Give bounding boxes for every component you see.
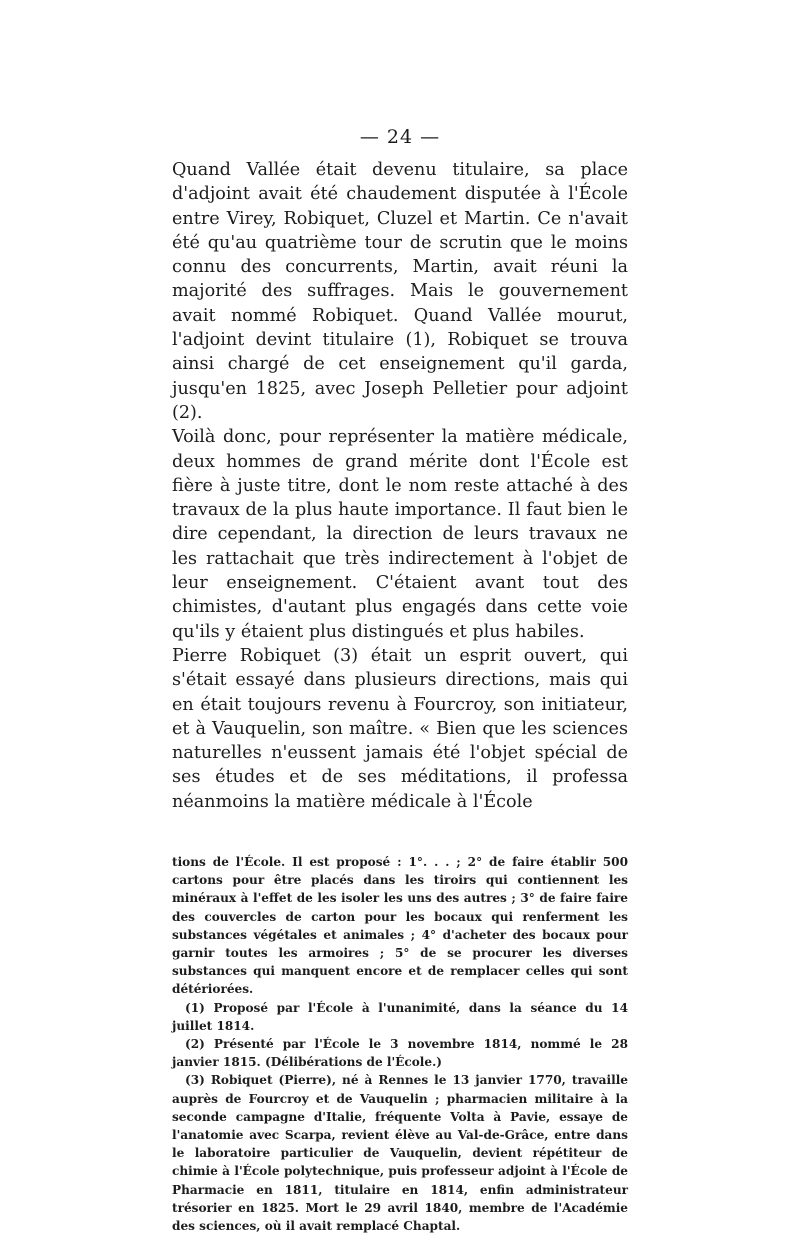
footnote-2: (2) Présenté par l'École le 3 novembre 1814, nommé le 28 janvier 1815. (Délibérations de l'École.) [172,1037,628,1070]
paragraph-3: Pierre Robiquet (3) était un esprit ouvert, qui s'était essayé dans plusieurs directions, mais qui en était toujours revenu à Fourcroy, son initiateur, et à Vauquelin, son maître. « Bien que les sciences naturelles n'eussent jamais été l'objet spécial de ses études et de ses méditations, il professa néanmoins la matière médicale à l'École [172,645,628,812]
page-number: — 24 — [359,126,441,148]
paragraph-1: Quand Vallée était devenu titulaire, sa place d'adjoint avait été chaudement disputée à l'École entre Virey, Robiquet, Cluzel et Martin. Ce n'avait été qu'au quatrième tour de scrutin que le moins connu des concurrents, Martin, avait réuni la majorité des suffrages. Mais le gouvernement avait nommé Robiquet. Quand Vallée mourut, l'adjoint devint titulaire (1), Robiquet se trouva ainsi chargé de cet enseignement qu'il garda, jusqu'en 1825, avec Joseph Pelletier pour adjoint (2). [172,160,628,423]
main-text [172,158,628,814]
document-page [172,126,628,1235]
paragraph-2: Voilà donc, pour représenter la matière médicale, deux hommes de grand mérite dont l'École est fière à juste titre, dont le nom reste attaché à des travaux de la plus haute importance. Il faut bien le dire cependant, la direction de leurs travaux ne les rattachait que très indirectement à l'objet de leur enseignement. C'étaient avant tout des chimistes, d'autant plus engagés dans cette voie qu'ils y étaient plus distingués et plus habiles. [172,427,628,642]
footnote-1: (1) Proposé par l'École à l'unanimité, dans la séance du 14 juillet 1814. [172,1000,628,1033]
footnote-3: (3) Robiquet (Pierre), né à Rennes le 13 janvier 1770, travaille auprès de Fourcroy et de Vauquelin ; pharmacien militaire à la seconde campagne d'Italie, fréquente Volta à Pavie, essaye de l'anatomie avec Scarpa, revient élève au Val-de-Grâce, entre dans le laboratoire particulier de Vauquelin, devient répétiteur de chimie à l'École polytechnique, puis professeur adjoint à l'École de Pharmacie en 1811, titulaire en 1814, enfin administrateur trésorier en 1825. Mort le 29 avril 1840, membre de l'Académie des sciences, où il avait remplacé Chaptal. [172,1073,628,1234]
footnote-continuation: tions de l'École. Il est proposé : 1°. . . ; 2° de faire établir 500 cartons pour être placés dans les tiroirs qui contiennent les minéraux à l'effet de les isoler les uns des autres ; 3° de faire faire des couvercles de carton pour les bocaux qui renferment les substances végétales et animales ; 4° d'acheter des bocaux pour garnir toutes les armoires ; 5° de se procurer les diverses substances qui manquent encore et de remplacer celles qui sont détériorées. [172,855,628,997]
footnotes [172,853,628,1235]
